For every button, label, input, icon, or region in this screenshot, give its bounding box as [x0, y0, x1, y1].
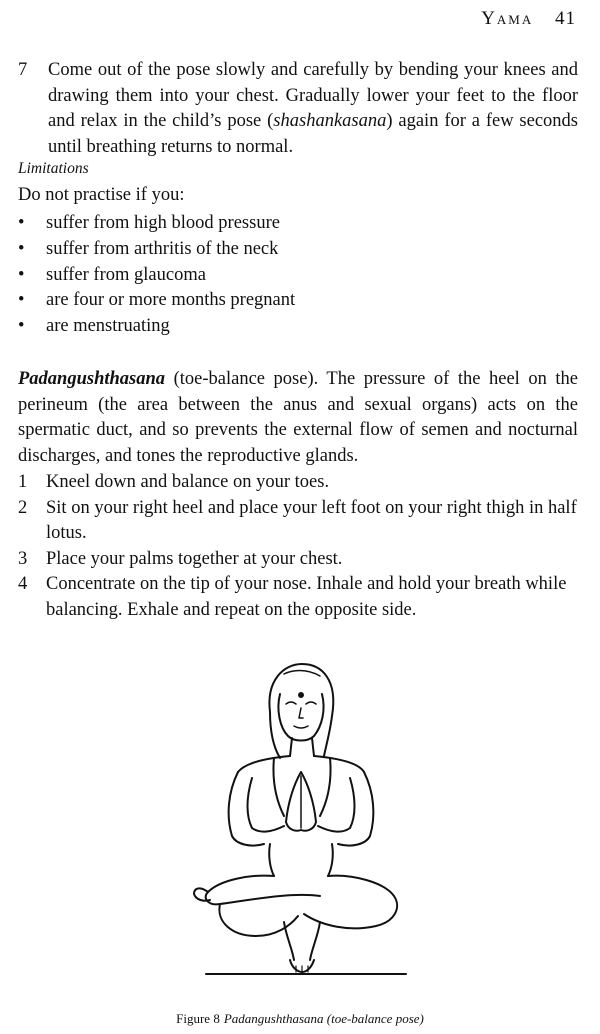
step-text: Place your palms together at your chest. — [46, 548, 343, 569]
figure-label: Figure 8 — [176, 1011, 220, 1026]
mouth — [294, 726, 308, 728]
hair-left — [270, 712, 280, 758]
right-leg — [304, 876, 397, 929]
step-7-term: shashankasana — [273, 111, 387, 131]
right-eye — [306, 702, 316, 704]
step-3 — [18, 547, 578, 573]
pose-name: Padangushthasana — [18, 369, 166, 389]
waist-right — [328, 844, 333, 876]
heel-under — [284, 922, 294, 960]
step-7-text-before: Come out of the pose slowly and carefully by bending your knees and drawing them into your chest. Gradually lower your feet to the floor and relax in the child’s pose ( — [48, 60, 578, 131]
limitations-intro: Do not practise if you: — [18, 185, 185, 205]
bullet-icon: • — [18, 316, 25, 337]
left-shoulder — [238, 756, 290, 772]
limitation-text: are four or more months pregnant — [46, 290, 296, 311]
top-left-strap — [273, 758, 284, 816]
left-eye — [286, 702, 296, 704]
running-head-title: Yama — [481, 8, 534, 29]
step-text: Concentrate on the tip of your nose. Inhale and hold your breath while balancing. Exhale and repeat on the opposite side. — [46, 574, 567, 620]
step-number: 4 — [18, 574, 28, 594]
top-right-strap — [320, 758, 331, 816]
step-number: 2 — [18, 497, 28, 518]
hair-part — [284, 671, 320, 677]
bullet-icon: • — [18, 238, 25, 259]
limitation-text: suffer from arthritis of the neck — [46, 238, 279, 259]
limitation-item — [18, 314, 295, 340]
heel-under-right — [310, 922, 320, 960]
limitations-heading: Limitations — [18, 160, 89, 177]
limitation-item — [18, 211, 295, 237]
left-foot — [194, 888, 210, 900]
pose-description: (toe-balance pose). The pressure of the heel on the perineum (the area between the anus and sexual organs) acts on the spermatic duct, and so prevents the external flow of semen and nocturnal discharges, and tones the reproductive glands. — [18, 369, 578, 466]
step-number: 1 — [18, 472, 28, 492]
page-number: 41 — [555, 8, 576, 29]
limitation-item — [18, 288, 295, 314]
step-number: 7 — [18, 60, 28, 80]
limitation-item — [18, 237, 295, 263]
step-7 — [18, 58, 578, 160]
step-text: Sit on your right heel and place your left foot on your right thigh in half lotus. — [46, 497, 577, 543]
figure-title: Padangushthasana (toe-balance pose) — [223, 1011, 424, 1026]
limitations-list — [18, 211, 295, 340]
running-head — [481, 8, 576, 30]
woman-balancing-on-toes-illustration — [180, 660, 420, 980]
step-4 — [18, 572, 578, 623]
bullet-icon: • — [18, 290, 25, 311]
limitation-item — [18, 263, 295, 289]
step-text: Kneel down and balance on your toes. — [46, 472, 330, 492]
step-number: 3 — [18, 548, 28, 569]
limitation-text: suffer from high blood pressure — [46, 213, 280, 233]
left-leg-lotus — [206, 876, 320, 905]
bullet-icon: • — [18, 264, 25, 285]
step-2 — [18, 496, 578, 547]
pose-intro-paragraph — [18, 367, 578, 469]
right-inner-arm — [318, 778, 355, 832]
step-7-text-after: ) again for a few seconds until breathing returns to normal. — [48, 111, 579, 157]
limitation-text: are menstruating — [46, 316, 170, 337]
figure-caption — [0, 1011, 600, 1027]
pose-steps — [18, 470, 578, 623]
waist-left — [269, 844, 274, 876]
right-upper-arm — [338, 772, 373, 846]
limitation-text: suffer from glaucoma — [46, 264, 206, 285]
step-1 — [18, 470, 578, 496]
left-upper-arm — [229, 772, 264, 846]
bullet-icon: • — [18, 213, 25, 233]
step-text — [48, 58, 578, 160]
right-shoulder — [314, 756, 364, 772]
nose — [299, 708, 303, 718]
bindi — [299, 693, 303, 697]
